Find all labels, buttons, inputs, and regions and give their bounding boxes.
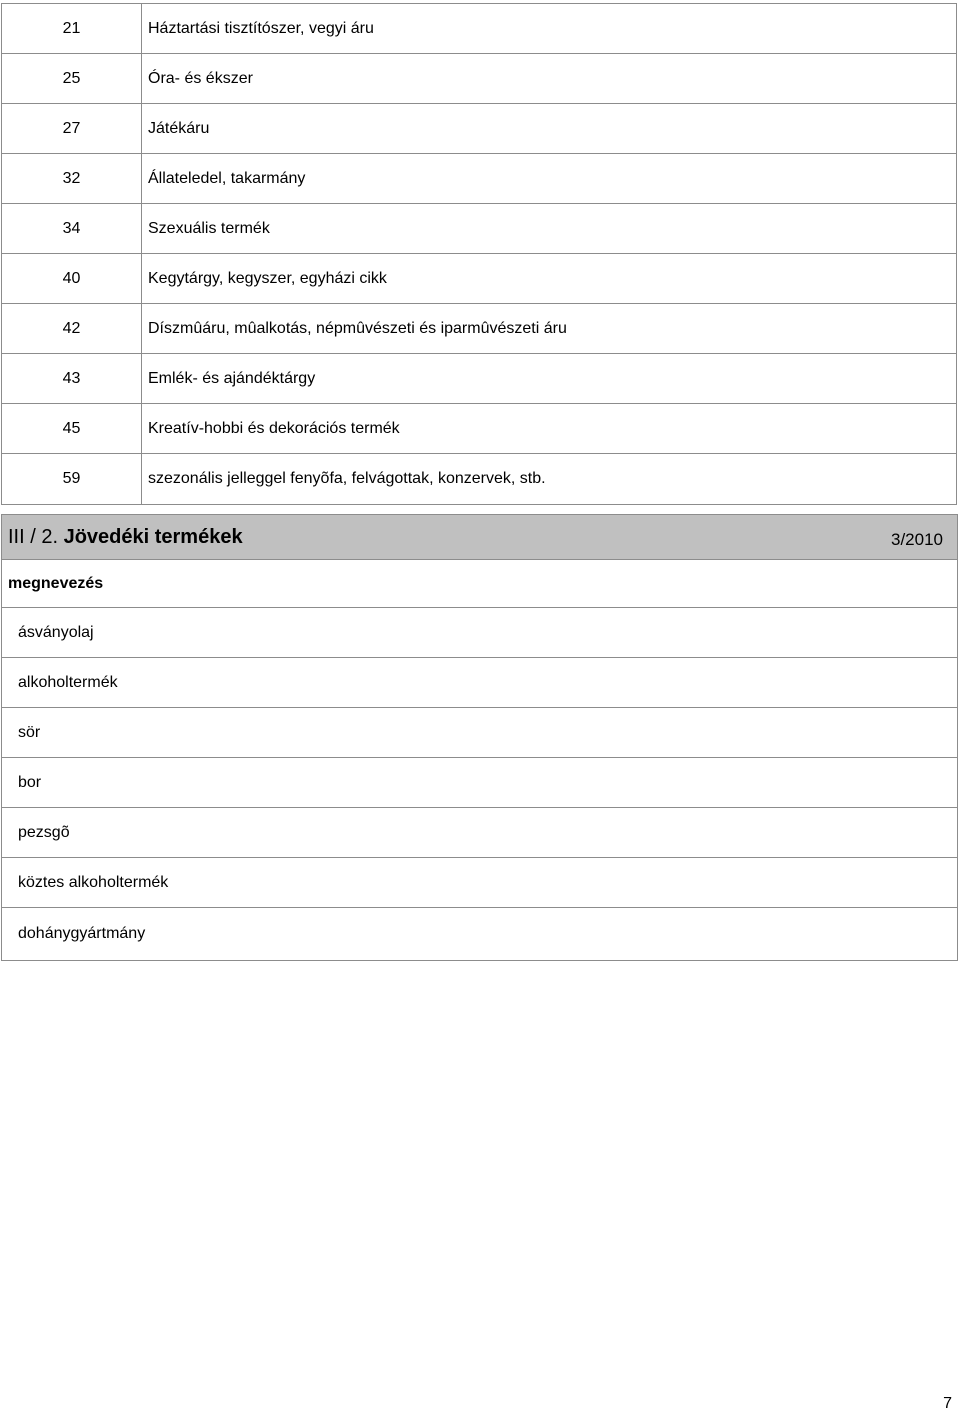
category-code: 27: [2, 104, 142, 153]
excise-item-label: köztes alkoholtermék: [18, 873, 169, 891]
category-name: Háztartási tisztítószer, vegyi áru: [148, 19, 374, 37]
row-marker: [2, 857, 14, 858]
column-header: megnevezés: [2, 560, 957, 608]
row-marker: [2, 907, 14, 908]
category-code: 43: [2, 354, 142, 403]
list-item: [2, 608, 957, 658]
row-marker: [2, 707, 14, 708]
category-code: 25: [2, 54, 142, 103]
category-name: Játékáru: [148, 119, 210, 137]
category-name: szezonális jelleggel fenyõfa, felvágottak, konzervek, stb.: [148, 470, 546, 487]
list-item: [2, 708, 957, 758]
table-row: [2, 404, 956, 454]
category-code: 42: [2, 304, 142, 353]
table-row: [2, 204, 956, 254]
section-header: [1, 514, 958, 560]
category-code: 21: [2, 4, 142, 53]
section-title: [8, 526, 243, 549]
table-row: [2, 254, 956, 304]
list-item: [2, 808, 957, 858]
excise-item-label: dohánygyártmány: [18, 925, 146, 942]
category-name: Kreatív-hobbi és dekorációs termék: [148, 419, 400, 437]
table-row: [2, 304, 956, 354]
category-code: 32: [2, 154, 142, 203]
excise-products-table: [1, 560, 958, 961]
row-marker: [2, 757, 14, 758]
table-row: [2, 104, 956, 154]
product-category-table: [1, 3, 957, 505]
row-marker: [2, 807, 14, 808]
table-row: [2, 154, 956, 204]
category-name: Díszmûáru, mûalkotás, népmûvészeti és iparmûvészeti áru: [148, 319, 567, 337]
category-code: 40: [2, 254, 142, 303]
row-marker: [2, 607, 14, 608]
category-name: Állateledel, takarmány: [148, 169, 306, 187]
excise-item-label: alkoholtermék: [18, 673, 118, 691]
section-number: III / 2.: [8, 525, 64, 548]
excise-item-label: pezsgõ: [18, 823, 70, 841]
excise-item-label: sör: [18, 723, 41, 741]
excise-item-label: ásványolaj: [18, 623, 94, 641]
table-row: [2, 54, 956, 104]
row-marker: [2, 657, 14, 658]
category-code: 45: [2, 404, 142, 453]
table-row: [2, 354, 956, 404]
category-name: Emlék- és ajándéktárgy: [148, 369, 316, 387]
list-item: [2, 858, 957, 908]
section-title-text: Jövedéki termékek: [63, 525, 243, 548]
list-item: [2, 908, 957, 960]
category-code: 59: [2, 454, 142, 504]
category-name: Kegytárgy, kegyszer, egyházi cikk: [148, 269, 387, 287]
page-number: 7: [943, 1395, 952, 1412]
table-row: [2, 454, 956, 504]
excise-item-label: bor: [18, 773, 42, 791]
list-item: [2, 658, 957, 708]
list-item: [2, 758, 957, 808]
category-name: Szexuális termék: [148, 219, 270, 237]
category-name: Óra- és ékszer: [148, 69, 253, 87]
section-date: 3/2010: [891, 530, 943, 549]
table-row: [2, 4, 956, 54]
category-code: 34: [2, 204, 142, 253]
